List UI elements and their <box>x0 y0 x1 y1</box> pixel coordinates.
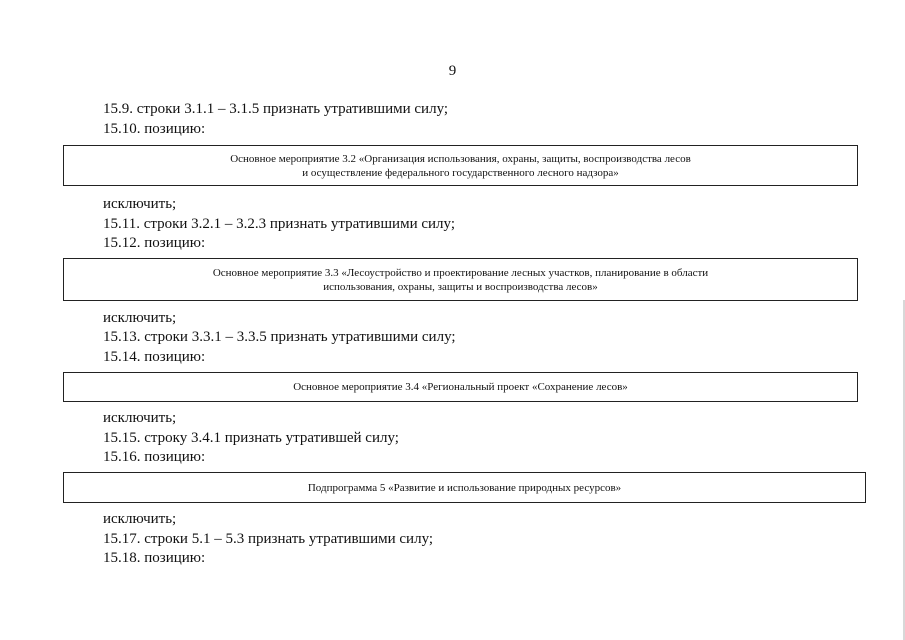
item-15-18: 15.18. позицию: <box>103 550 206 566</box>
table-row-measure-3-2 <box>63 145 858 186</box>
item-15-16: 15.16. позицию: <box>103 449 206 465</box>
table-row-text-line: Подпрограмма 5 «Развитие и использование природных ресурсов» <box>307 481 622 494</box>
item-15-10: 15.10. позицию: <box>103 121 206 137</box>
exclude-text: исключить; <box>103 310 177 326</box>
table-row-text-line: использования, охраны, защиты и воспроизводства лесов» <box>323 280 598 293</box>
item-15-15: 15.15. строку 3.4.1 признать утратившей силу; <box>103 430 399 446</box>
table-row-text-line: и осуществление федерального государственного лесного надзора» <box>302 166 619 179</box>
table-row-measure-3-3 <box>63 258 858 301</box>
item-15-14: 15.14. позицию: <box>103 349 206 365</box>
item-15-12: 15.12. позицию: <box>103 235 206 251</box>
exclude-text: исключить; <box>103 196 177 212</box>
item-15-13: 15.13. строки 3.3.1 – 3.3.5 признать утратившими силу; <box>103 329 456 345</box>
table-row-text-line: Основное мероприятие 3.4 «Региональный проект «Сохранение лесов» <box>293 381 628 393</box>
table-row-text-line: Основное мероприятие 3.3 «Лесоустройство и проектирование лесных участков, планирование в области <box>212 266 709 279</box>
table-row-text-line: Основное мероприятие 3.2 «Организация использования, охраны, защиты, воспроизводства лесов <box>230 152 691 165</box>
exclude-text: исключить; <box>103 410 177 426</box>
exclude-text: исключить; <box>103 511 177 527</box>
item-15-17: 15.17. строки 5.1 – 5.3 признать утратившими силу; <box>103 531 434 547</box>
item-15-11: 15.11. строки 3.2.1 – 3.2.3 признать утратившими силу; <box>103 216 455 232</box>
page-number: 9 <box>448 63 457 79</box>
item-15-9: 15.9. строки 3.1.1 – 3.1.5 признать утратившими силу; <box>103 101 449 117</box>
table-row-subprogram-5 <box>63 472 866 503</box>
table-row-measure-3-4 <box>63 372 858 402</box>
